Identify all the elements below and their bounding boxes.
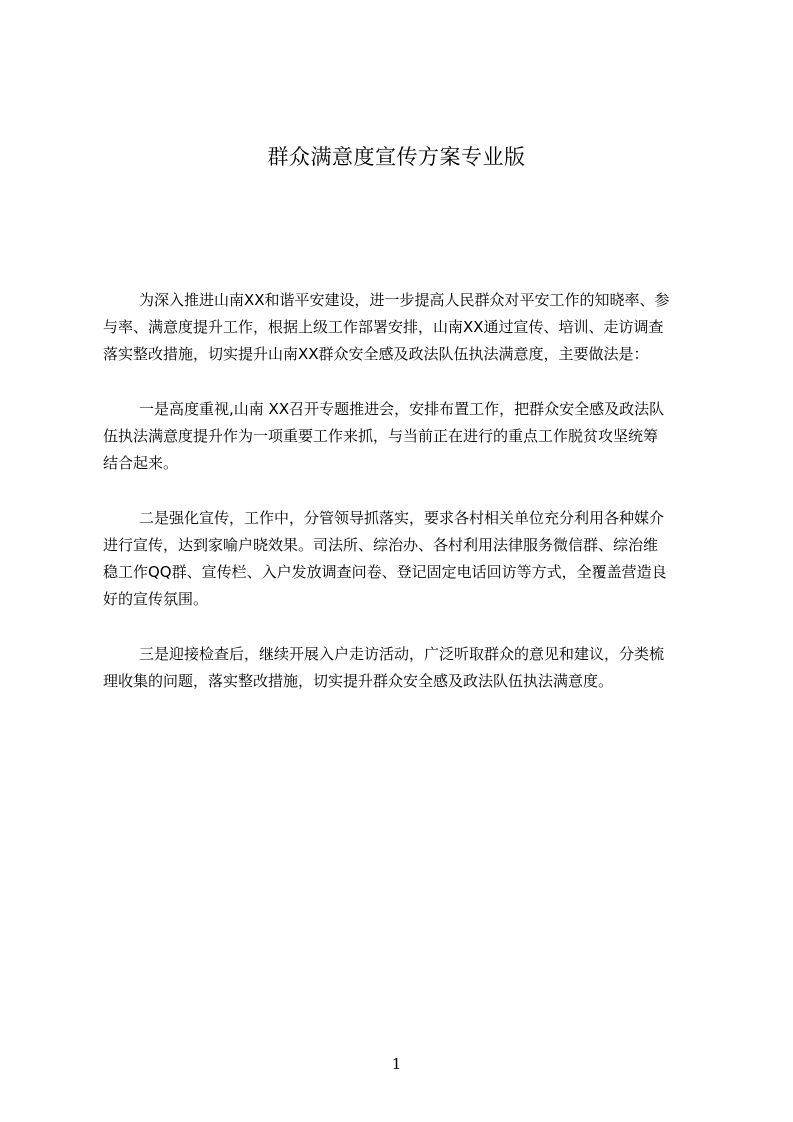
document-title: 群众满意度宣传方案专业版 xyxy=(267,145,526,169)
paragraph-line: 三是迎接检查后，继续开展入户走访活动，广泛听取群众的意见和建议，分类梳 xyxy=(139,645,665,663)
page-number: 1 xyxy=(391,1055,402,1073)
paragraph-point-three xyxy=(103,641,703,695)
paragraph-line: 落实整改措施，切实提升山南XX群众安全感及政法队伍执法满意度，主要做法是： xyxy=(103,345,649,363)
paragraph-point-one xyxy=(103,396,703,477)
paragraph-line: 为深入推进山南XX和谐平安建设，进一步提高人民群众对平安工作的知晓率、参 xyxy=(139,291,670,309)
paragraph-line: 二是强化宣传，工作中，分管领导抓落实，要求各村相关单位充分利用各种媒介 xyxy=(139,509,665,527)
paragraph-line: 与率、满意度提升工作，根据上级工作部署安排，山南XX通过宣传、培训、走访调查 xyxy=(103,318,664,336)
paragraph-line: 进行宣传，达到家喻户晓效果。司法所、综治办、各村利用法律服务微信群、综治维 xyxy=(103,536,659,554)
paragraph-line: 一是高度重视,山南 XX召开专题推进会，安排布置工作，把群众安全感及政法队 xyxy=(139,400,665,418)
paragraph-line: 好的宣传氛围。 xyxy=(103,590,209,608)
paragraph-line: 结合起来。 xyxy=(103,454,179,472)
paragraph-point-two xyxy=(103,505,703,613)
paragraph-line: 伍执法满意度提升作为一项重要工作来抓，与当前正在进行的重点工作脱贫攻坚统筹 xyxy=(103,427,659,445)
paragraph-intro xyxy=(103,287,703,368)
paragraph-line: 稳工作QQ群、宣传栏、入户发放调查问卷、登记固定电话回访等方式，全覆盖营造良 xyxy=(103,563,667,581)
document-body xyxy=(103,287,703,723)
paragraph-line: 理收集的问题，落实整改措施，切实提升群众安全感及政法队伍执法满意度。 xyxy=(103,672,614,690)
